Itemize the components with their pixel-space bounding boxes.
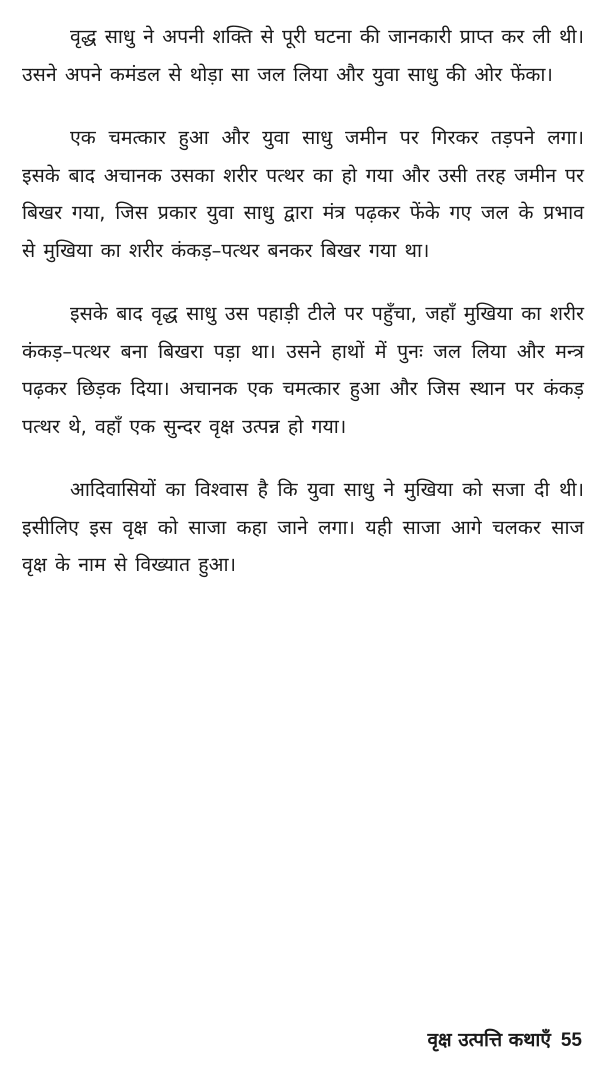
paragraph-3: इसके बाद वृद्ध साधु उस पहाड़ी टीले पर पहुँचा, जहाँ मुखिया का शरीर कंकड़–पत्थर बना बिखरा पड़ा था। उसने हाथों में पुनः जल लिया और मन्त्र पढ़कर छिड़क दिया। अचानक एक चमत्कार हुआ और जिस स्थान पर कंकड़ पत्थर थे, वहाँ एक सुन्दर वृक्ष उत्पन्न हो गया।	[22, 302, 584, 438]
running-footer-title: वृक्ष उत्पत्ति कथाएँ	[427, 1029, 551, 1051]
page-number: 55	[560, 1030, 582, 1051]
paragraph-2: एक चमत्कार हुआ और युवा साधु जमीन पर गिरकर तड़पने लगा। इसके बाद अचानक उसका शरीर पत्थर का हो गया और उसी तरह जमीन पर बिखर गया, जिस प्रकार युवा साधु द्वारा मंत्र पढ़कर फेंके गए जल के प्रभाव से मुखिया का शरीर कंकड़–पत्थर बनकर बिखर गया था।	[22, 126, 584, 262]
body-text	[22, 18, 584, 610]
paragraph-1: वृद्ध साधु ने अपनी शक्ति से पूरी घटना की जानकारी प्राप्त कर ली थी। उसने अपने कमंडल से थोड़ा सा जल लिया और युवा साधु की ओर फेंका।	[22, 25, 584, 86]
paragraph-4: आदिवासियों का विश्वास है कि युवा साधु ने मुखिया को सजा दी थी। इसीलिए इस वृक्ष को साजा कहा जाने लगा। यही साजा आगे चलकर साज वृक्ष के नाम से विख्यात हुआ।	[22, 478, 584, 576]
page-footer	[427, 1026, 582, 1052]
